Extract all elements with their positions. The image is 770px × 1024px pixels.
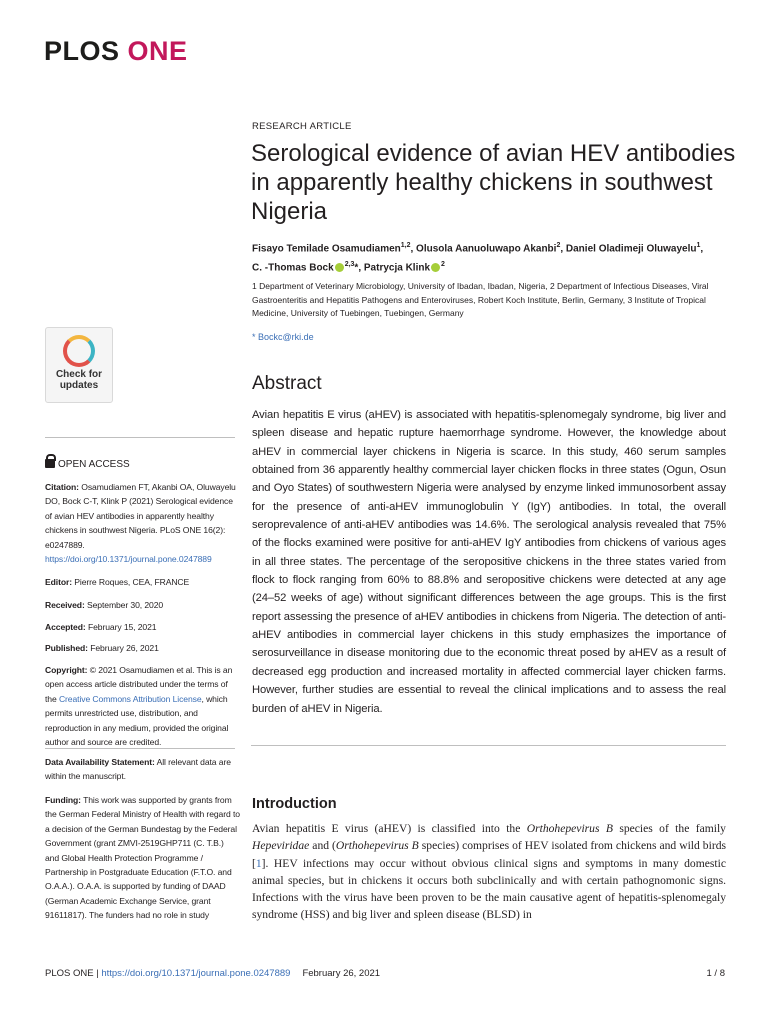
author-name: , C. -Thomas Bock [252, 243, 704, 274]
author-name: , Patrycja Klink [358, 262, 431, 274]
author-affil-sup: 1 [696, 242, 701, 249]
funding-text: This work was supported by grants from the German Federal Ministry of Health with regard to a decision of the German Bundestag by the Federal Government (grant ZMVI-2519GHP711 (C. T.B.) and Global Health Protection Programme / Partnership in Postgraduate Education (F.T.O. and O.A.A.). O.A.A. is supported by funding of DAAD (German Academic Exchange Service, grant 91611817). The funders had no role in study [45, 795, 240, 921]
author-affil-sup: 2 [441, 261, 445, 269]
corresponding-star: * [354, 262, 359, 274]
article-title: Serological evidence of avian HEV antibodies in apparently healthy chickens in southwest Nigeria [251, 140, 736, 225]
corresponding-email [252, 332, 314, 342]
check-updates-line2: updates [59, 380, 99, 391]
accepted-text: February 15, 2021 [85, 622, 157, 632]
published-label: Published: [45, 643, 88, 653]
abstract-divider [251, 745, 726, 746]
corresponding-star: * [252, 332, 259, 342]
copyright-block [45, 663, 240, 749]
affiliations: 1 Department of Veterinary Microbiology, University of Ibadan, Ibadan, Nigeria, 2 Department of Infectious Diseases, Viral Gastroenteritis and Hepatitis Pathogens and Enteroviruses, Robert Koch Institute, Berlin, Germany, 3 Institute of Tropical Medicine, University of Tuebingen, Tuebingen, Germany [252, 281, 709, 318]
check-for-updates-button[interactable] [45, 327, 113, 403]
funding-label: Funding: [45, 795, 81, 805]
citation-text: Osamudiamen FT, Akanbi OA, Oluwayelu DO, Bock C-T, Klink P (2021) Serological evidence of avian HEV antibodies in apparently healthy chickens in southwest Nigeria. PLoS ONE 16(2): e0247889. [45, 482, 236, 550]
open-access-text: OPEN ACCESS [58, 459, 130, 470]
author-list [252, 238, 712, 277]
open-lock-icon [45, 459, 55, 468]
citation-block [45, 480, 240, 566]
footer-journal: PLOS ONE [45, 968, 94, 979]
abstract-heading: Abstract [252, 373, 322, 394]
data-availability-label: Data Availability Statement: [45, 757, 155, 767]
received-block [45, 598, 240, 612]
copyright-label: Copyright: [45, 665, 88, 675]
author-name: Fisayo Temilade Osamudiamen [252, 243, 401, 255]
page-footer [45, 968, 725, 979]
citation-label: Citation: [45, 482, 79, 492]
orcid-icon[interactable] [335, 263, 344, 272]
author-name: , Olusola Aanuoluwapo Akanbi [410, 243, 557, 255]
copyright-text-2: , which permits unrestricted use, distribution, and reproduction in any medium, provided the original author and source are credited. [45, 693, 229, 748]
citation-doi-link[interactable]: https://doi.org/10.1371/journal.pone.0247889 [45, 554, 212, 565]
editor-text: Pierre Roques, CEA, FRANCE [72, 577, 190, 587]
article-type: RESEARCH ARTICLE [252, 121, 352, 132]
intro-italic: Orthohepevirus B [335, 839, 419, 853]
license-link[interactable]: Creative Commons Attribution License [58, 693, 202, 704]
editor-block [45, 575, 240, 589]
accepted-block [45, 620, 240, 634]
published-block [45, 641, 240, 655]
received-label: Received: [45, 600, 85, 610]
journal-logo[interactable] [44, 36, 188, 67]
sidebar-divider [45, 748, 235, 749]
intro-text: Avian hepatitis E virus (aHEV) is classified into the [252, 822, 527, 835]
introduction-heading: Introduction [252, 796, 337, 812]
check-updates-line1: Check for [55, 369, 103, 380]
author-affil-sup: 2 [556, 242, 561, 249]
intro-text: ]. HEV infections may occur without obvious clinical signs and symptoms in many domestic animal species, but in chickens it occurs both subclinically and with certain pathognomonic signs. Infections with the virus have been proven to be the main causative agent of hepatitis-splenomegaly syndrome (HSS) and big liver and spleen disease (BLSD) in [252, 856, 726, 922]
received-text: September 30, 2020 [84, 600, 164, 610]
footer-separator: | [93, 968, 102, 979]
intro-text: and ( [309, 839, 336, 853]
published-text: February 26, 2021 [87, 643, 159, 653]
intro-text: species of the family [612, 822, 726, 835]
reference-link[interactable]: 1 [255, 856, 262, 870]
email-link[interactable]: Bockc@rki.de [258, 332, 314, 342]
footer-doi-link[interactable]: https://doi.org/10.1371/journal.pone.0247889 [101, 968, 291, 979]
editor-label: Editor: [45, 577, 72, 587]
sidebar-divider [45, 437, 235, 438]
open-access-label [45, 459, 130, 470]
intro-italic: Hepeviridae [252, 839, 310, 853]
abstract-text: Avian hepatitis E virus (aHEV) is associated with hepatitis-splenomegaly syndrome, big liver and spleen disease and hepatic rupture haemorrhage syndrome. However, the knowledge about aHEV in commercial layer chickens in Nigeria is scarce. In this study, 460 serum samples obtained from 36 apparently healthy commercial layer chicken flocks in three states (Ogun, Osun and Oyo States) of southwestern Nigeria were analysed by enzyme linked immunosorbent assay for the presence of anti-aHEV immunoglobulin Y (IgY) antibodies. In total, the overall seroprevalence of anti-aHEV antibodies was 14.6%. The serological analysis revealed that 75% of the flocks examined were positive for anti-aHEV IgY antibodies from chickens of various ages in all three states. The percentage of the seropositive chickens in the three states varied from flock to flock ranging from 60% to 88.8% and seropositive chickens were detected at any age (24–52 weeks of age) without significant differences between the age groups. This is the first report assessing the presence of aHEV antibodies in chickens from Nigeria. The detection of anti-aHEV antibodies in commercial layer chickens in this study emphasizes the importance of serosurveillance in disease monitoring due to the economic threat posed by aHEV as a result of decreased egg production and increased mortality in affected commercial layer chicken farms. However, further studies are essential to reveal the clinical implications and to assess the real burden of aHEV in Nigeria. [252, 409, 726, 715]
accepted-label: Accepted: [45, 622, 86, 632]
page-number: 1 / 8 [706, 968, 725, 979]
data-availability-block [45, 755, 240, 784]
data-availability-text: All relevant data are within the manuscript. [45, 757, 231, 782]
introduction-text [252, 820, 726, 924]
author-name: , Daniel Oladimeji Oluwayelu [560, 243, 697, 255]
footer-date: February 26, 2021 [302, 968, 381, 979]
copyright-text: © 2021 Osamudiamen et al. This is an open access article distributed under the terms of the [45, 665, 233, 704]
author-affil-sup: 1,2 [400, 242, 411, 249]
logo-one: ONE [127, 36, 188, 66]
orcid-icon[interactable] [431, 263, 440, 272]
intro-italic: Orthohepevirus B [526, 822, 613, 835]
author-affil-sup: 2,3 [344, 261, 355, 269]
check-updates-icon [63, 335, 95, 367]
logo-plos: PLOS [44, 36, 120, 66]
intro-text: species) comprises of HEV isolated from chickens and wild birds [ [252, 839, 726, 870]
funding-block [45, 793, 240, 923]
